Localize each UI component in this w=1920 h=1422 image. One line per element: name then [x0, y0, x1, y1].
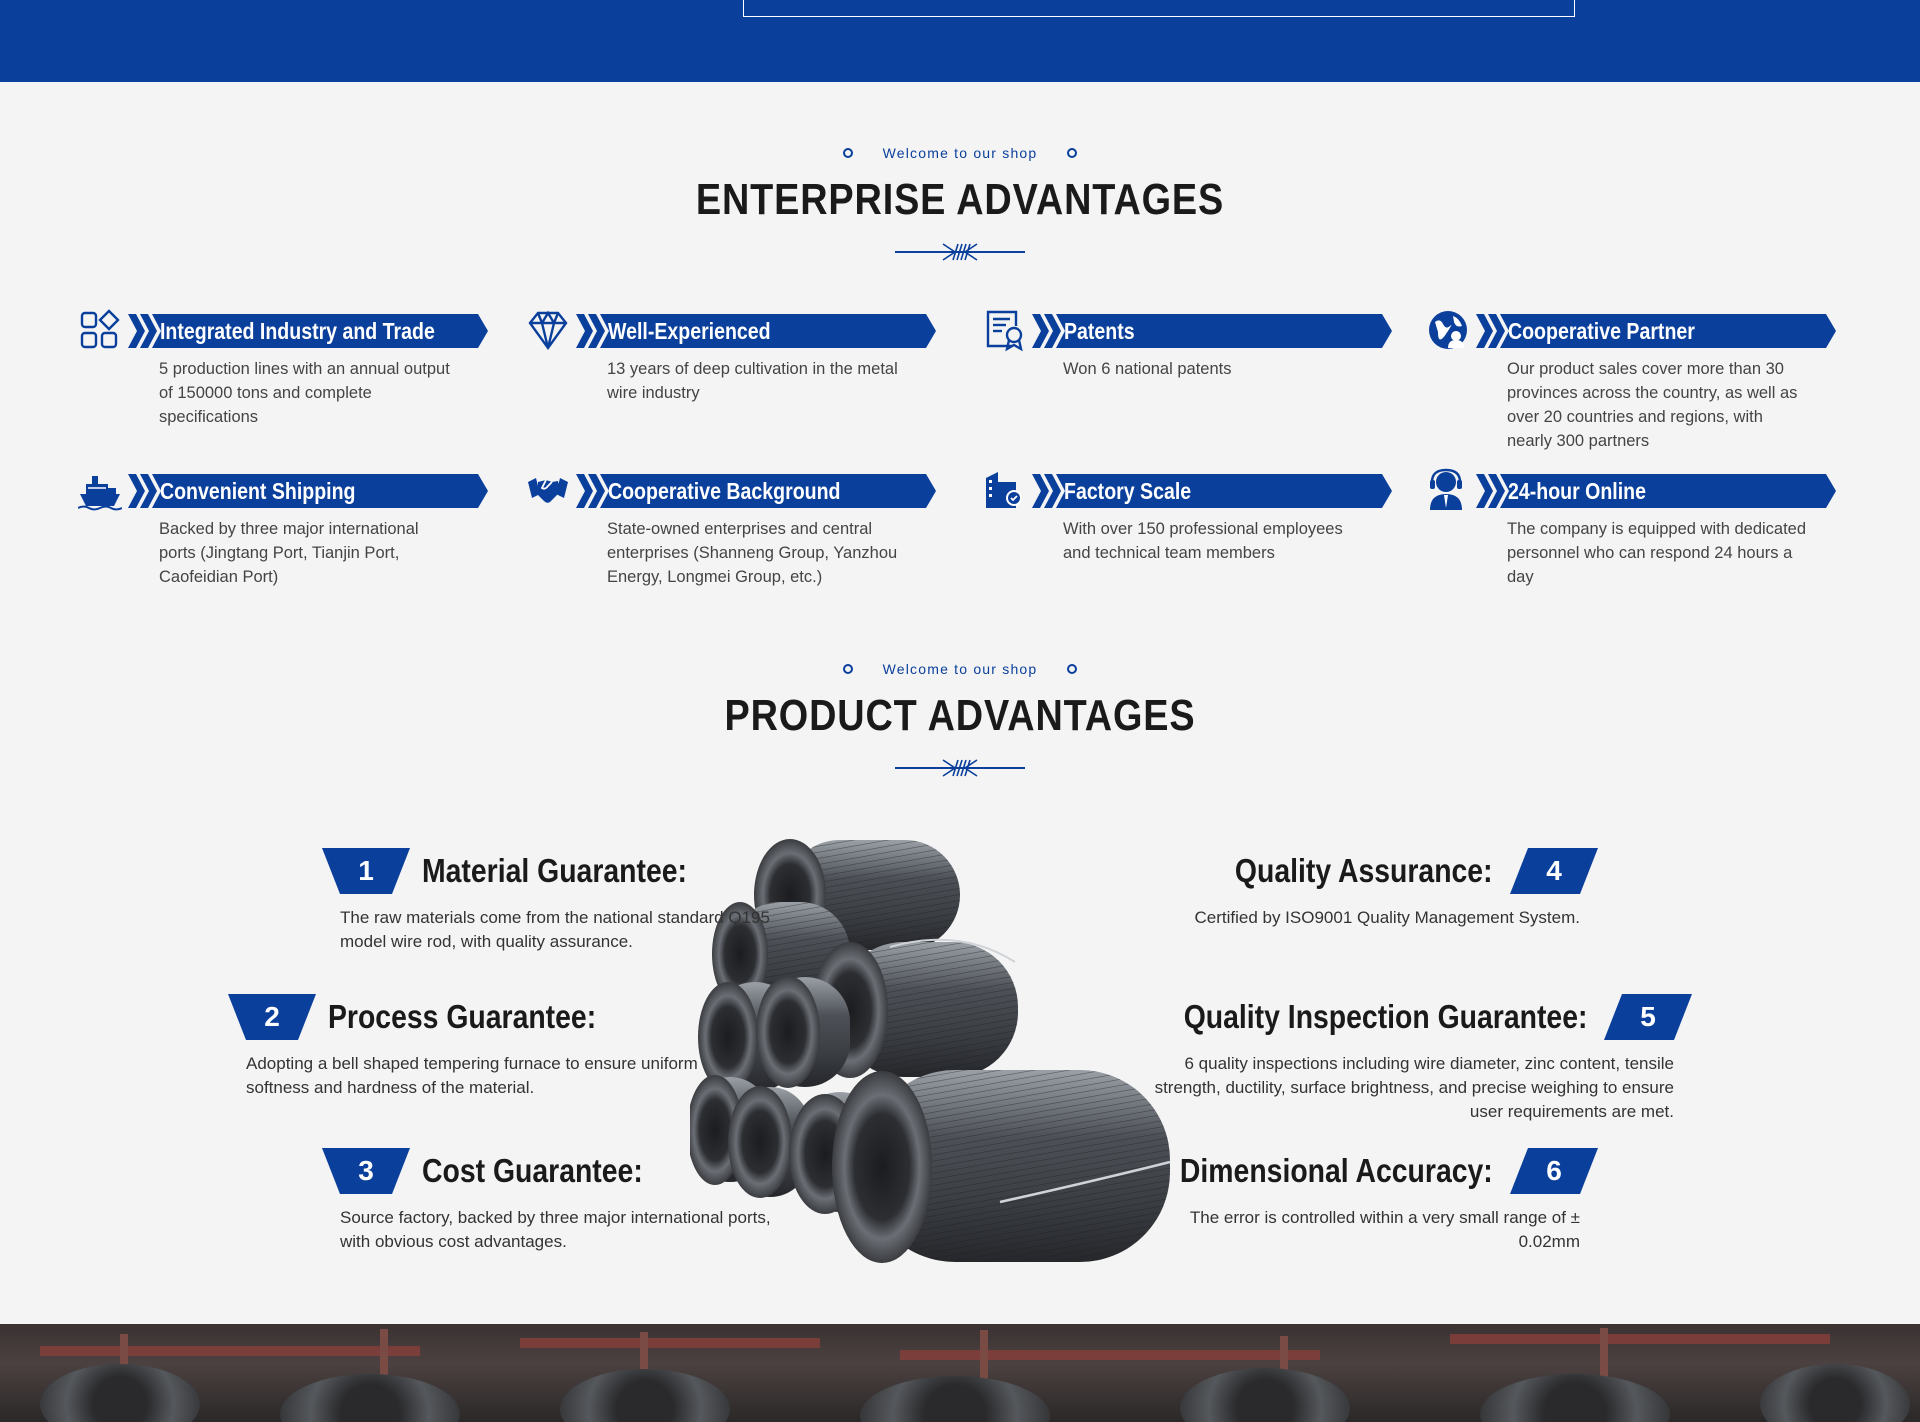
badge-number: 1 — [358, 855, 374, 886]
advantage-description: The error is controlled within a very small range of ± 0.02mm — [1189, 1208, 1580, 1251]
advantage-title: Cooperative Partner — [1508, 318, 1695, 344]
advantage-title-banner — [1476, 474, 1836, 508]
advantage-title: Dimensional Accuracy: — [1180, 1152, 1493, 1189]
number-badge — [322, 848, 410, 894]
advantage-title: Factory Scale — [1064, 478, 1192, 504]
section-title: PRODUCT ADVANTAGES — [724, 691, 1196, 740]
advantage-description: Won 6 national patents — [1063, 360, 1232, 378]
welcome-tagline — [0, 144, 1920, 162]
advantage-title: Cooperative Background — [608, 478, 841, 504]
section-title: ENTERPRISE ADVANTAGES — [695, 175, 1225, 224]
ring-icon — [1067, 148, 1077, 158]
advantage-description: Adopting a bell shaped tempering furnace to ensure uniform softness and hardness of the material. — [246, 1054, 698, 1097]
ring-icon — [843, 664, 853, 674]
globe-user-icon — [1426, 308, 1470, 352]
support-agent-icon — [1426, 468, 1470, 512]
advantage-title-banner — [1032, 474, 1392, 508]
badge-number: 3 — [358, 1155, 374, 1186]
wire-divider-icon — [895, 756, 1025, 780]
advantage-description: 5 production lines with an annual output of 150000 tons and complete specifications — [159, 360, 450, 426]
ring-icon — [1067, 664, 1077, 674]
advantage-title-banner — [576, 474, 936, 508]
advantage-title-banner — [128, 314, 488, 348]
badge-number: 5 — [1640, 1001, 1656, 1032]
certificate-icon — [982, 308, 1026, 352]
number-badge — [1510, 1148, 1598, 1194]
number-badge — [322, 1148, 410, 1194]
number-badge — [1604, 994, 1692, 1040]
search-box-outline[interactable] — [743, 0, 1575, 17]
advantage-title: Patents — [1064, 318, 1135, 344]
top-banner — [0, 0, 1920, 82]
advantage-description: 6 quality inspections including wire diameter, zinc content, tensile strength, ductility, surface brightness, and precise weighing to ensure user requirements are met. — [1154, 1054, 1674, 1121]
advantage-description: State-owned enterprises and central enterprises (Shanneng Group, Yanzhou Energy, Longmei Group, etc.) — [607, 520, 898, 586]
advantage-title-banner — [1032, 314, 1392, 348]
badge-number: 6 — [1546, 1155, 1562, 1186]
welcome-tagline — [0, 660, 1920, 678]
diamond-icon — [526, 308, 570, 352]
advantage-description: Source factory, backed by three major international ports, with obvious cost advantages. — [340, 1208, 771, 1251]
factory-building-icon — [982, 468, 1026, 512]
advantage-description: Backed by three major international ports (Jingtang Port, Tianjin Port, Caofeidian Port) — [159, 520, 419, 586]
product-heading — [0, 660, 1920, 780]
advantage-title: Process Guarantee: — [328, 998, 597, 1035]
number-badge — [1510, 848, 1598, 894]
advantage-description: Certified by ISO9001 Quality Management System. — [1194, 908, 1580, 927]
ring-icon — [843, 148, 853, 158]
factory-photo-strip — [0, 1324, 1920, 1422]
grid-apps-icon — [78, 308, 122, 352]
advantage-description: Our product sales cover more than 30 provinces across the country, as well as over 20 countries and regions, with nearly 300 partners — [1507, 360, 1798, 450]
number-badge — [228, 994, 316, 1040]
advantage-title: Convenient Shipping — [160, 478, 356, 504]
ship-icon — [78, 468, 122, 512]
enterprise-heading — [0, 144, 1920, 264]
advantage-title: Integrated Industry and Trade — [160, 318, 435, 344]
welcome-text: Welcome to our shop — [882, 145, 1038, 161]
advantage-title-banner — [576, 314, 936, 348]
advantage-description: The raw materials come from the national standard Q195 model wire rod, with quality assurance. — [340, 908, 770, 951]
advantage-title-banner — [128, 474, 488, 508]
welcome-text: Welcome to our shop — [882, 661, 1038, 677]
advantage-title: 24-hour Online — [1508, 478, 1646, 504]
advantage-title-banner — [1476, 314, 1836, 348]
badge-number: 2 — [264, 1001, 280, 1032]
advantage-description: The company is equipped with dedicated personnel who can respond 24 hours a day — [1507, 520, 1807, 586]
advantage-title: Quality Assurance: — [1235, 852, 1493, 889]
advantage-title: Well-Experienced — [608, 318, 771, 344]
advantage-description: 13 years of deep cultivation in the metal wire industry — [607, 360, 898, 402]
wire-divider-icon — [895, 240, 1025, 264]
advantage-description: With over 150 professional employees and technical team members — [1063, 520, 1343, 562]
advantage-title: Cost Guarantee: — [422, 1152, 643, 1189]
handshake-icon — [526, 468, 570, 512]
advantage-title: Quality Inspection Guarantee: — [1183, 998, 1587, 1035]
badge-number: 4 — [1546, 855, 1562, 886]
advantage-title: Material Guarantee: — [422, 852, 687, 889]
